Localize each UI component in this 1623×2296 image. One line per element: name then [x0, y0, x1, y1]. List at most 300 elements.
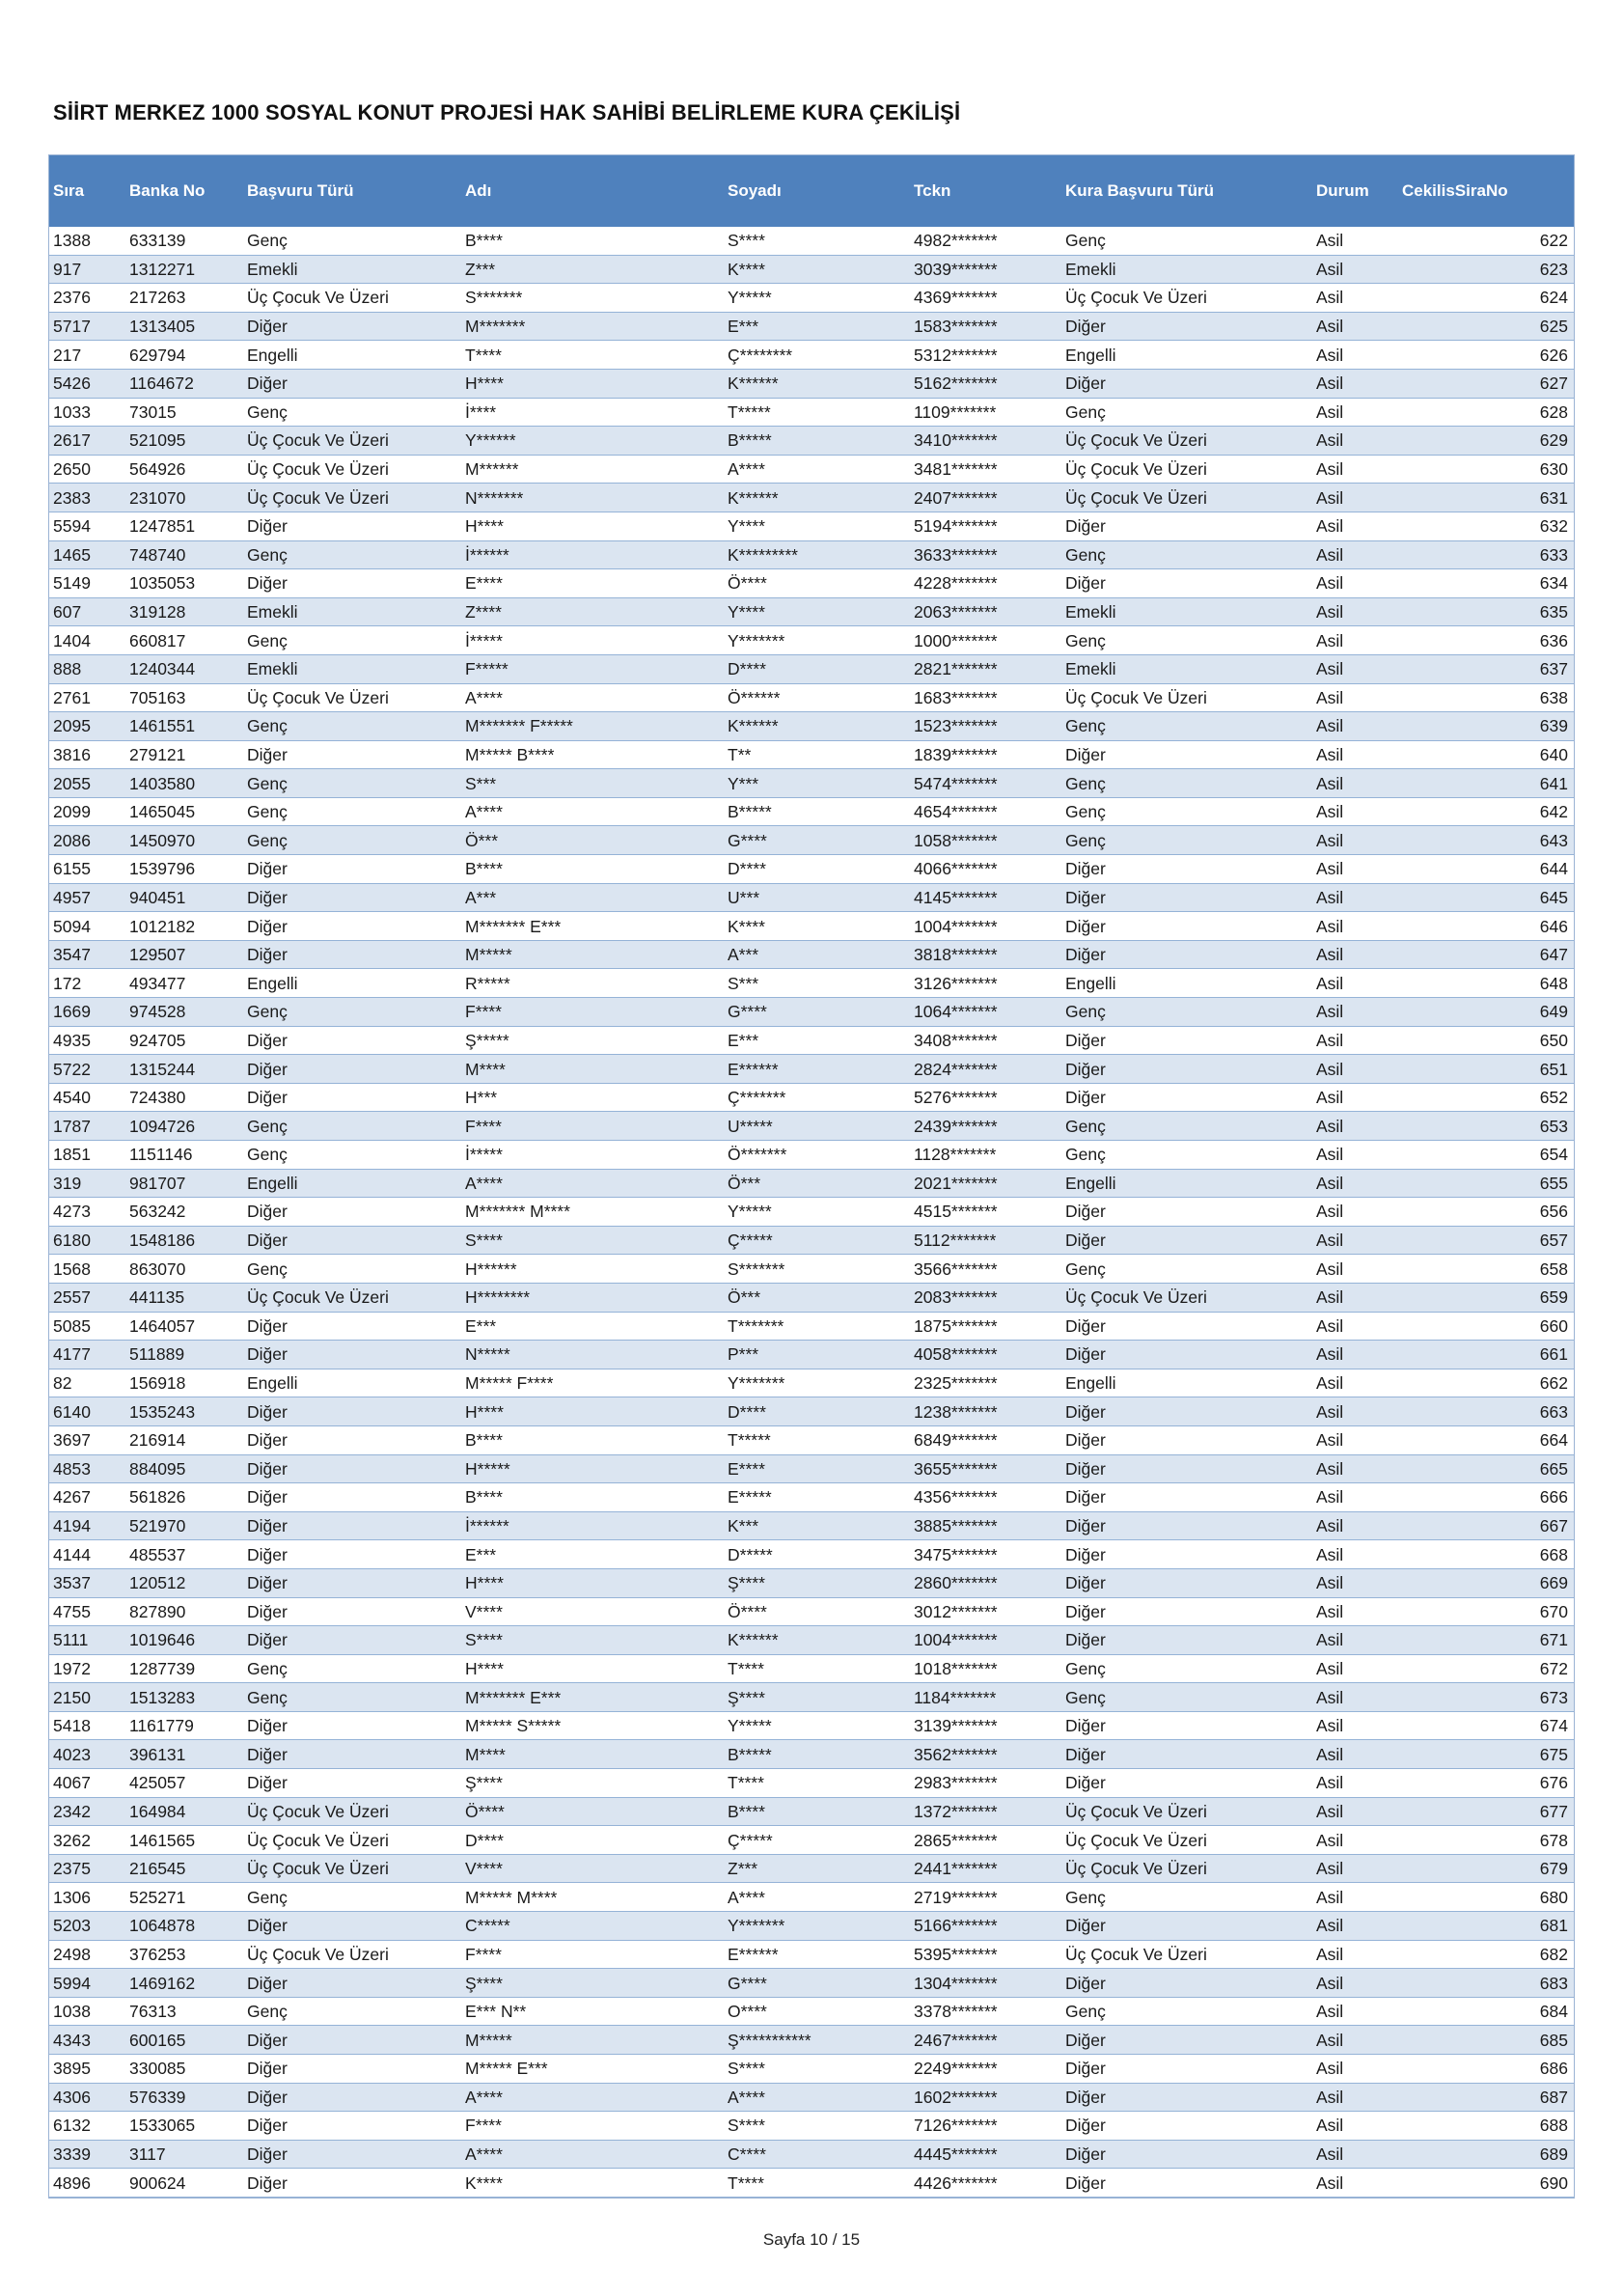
table-row — [49, 2112, 1574, 2141]
table-row — [49, 912, 1574, 941]
table-row — [49, 2026, 1574, 2055]
cell-sira: 3816 — [49, 740, 125, 769]
cell-tckn: 1004******* — [910, 1626, 1061, 1655]
cell-sira: 4023 — [49, 1740, 125, 1769]
cell-durum: Asil — [1312, 284, 1398, 313]
table-row — [49, 1511, 1574, 1540]
cell-cekilis-sira-no: 689 — [1398, 2140, 1574, 2169]
cell-soyadi: Z*** — [724, 1854, 910, 1883]
cell-tckn: 4058******* — [910, 1341, 1061, 1369]
cell-cekilis-sira-no: 650 — [1398, 1026, 1574, 1055]
cell-kura-basvuru-turu: Genç — [1061, 998, 1312, 1027]
cell-durum: Asil — [1312, 569, 1398, 598]
column-header: Soyadı — [724, 155, 910, 227]
cell-sira: 4144 — [49, 1540, 125, 1569]
cell-adi: H**** — [461, 1568, 724, 1597]
cell-kura-basvuru-turu: Diğer — [1061, 740, 1312, 769]
cell-tckn: 1602******* — [910, 2083, 1061, 2112]
cell-soyadi: A**** — [724, 2083, 910, 2112]
cell-tckn: 5276******* — [910, 1083, 1061, 1112]
cell-cekilis-sira-no: 639 — [1398, 712, 1574, 741]
cell-banka-no: 156918 — [125, 1369, 243, 1397]
cell-banka-no: 863070 — [125, 1255, 243, 1284]
cell-adi: S******* — [461, 284, 724, 313]
cell-banka-no: 724380 — [125, 1083, 243, 1112]
table-row — [49, 2140, 1574, 2169]
cell-basvuru-turu: Diğer — [243, 1511, 461, 1540]
cell-adi: M******* — [461, 312, 724, 341]
cell-banka-no: 1548186 — [125, 1226, 243, 1255]
cell-kura-basvuru-turu: Genç — [1061, 398, 1312, 427]
cell-durum: Asil — [1312, 769, 1398, 798]
cell-kura-basvuru-turu: Genç — [1061, 1883, 1312, 1912]
cell-basvuru-turu: Genç — [243, 398, 461, 427]
cell-sira: 319 — [49, 1169, 125, 1198]
cell-durum: Asil — [1312, 1540, 1398, 1569]
cell-cekilis-sira-no: 657 — [1398, 1226, 1574, 1255]
cell-basvuru-turu: Diğer — [243, 1312, 461, 1341]
cell-adi: V**** — [461, 1597, 724, 1626]
cell-banka-no: 525271 — [125, 1883, 243, 1912]
table-row — [49, 427, 1574, 456]
cell-cekilis-sira-no: 673 — [1398, 1683, 1574, 1712]
cell-durum: Asil — [1312, 1597, 1398, 1626]
cell-durum: Asil — [1312, 1026, 1398, 1055]
cell-sira: 2095 — [49, 712, 125, 741]
cell-sira: 1033 — [49, 398, 125, 427]
cell-tckn: 5194******* — [910, 512, 1061, 540]
cell-tckn: 5162******* — [910, 369, 1061, 398]
cell-adi: M******* F***** — [461, 712, 724, 741]
table-row — [49, 969, 1574, 998]
cell-cekilis-sira-no: 640 — [1398, 740, 1574, 769]
cell-basvuru-turu: Genç — [243, 797, 461, 826]
cell-durum: Asil — [1312, 1511, 1398, 1540]
cell-adi: M***** M**** — [461, 1883, 724, 1912]
cell-banka-no: 425057 — [125, 1769, 243, 1798]
cell-soyadi: A**** — [724, 1883, 910, 1912]
cell-banka-no: 129507 — [125, 940, 243, 969]
cell-cekilis-sira-no: 661 — [1398, 1341, 1574, 1369]
cell-sira: 1306 — [49, 1883, 125, 1912]
cell-soyadi: U*** — [724, 883, 910, 912]
cell-cekilis-sira-no: 682 — [1398, 1940, 1574, 1969]
table-row — [49, 1169, 1574, 1198]
cell-adi: F**** — [461, 1112, 724, 1141]
cell-kura-basvuru-turu: Emekli — [1061, 654, 1312, 683]
table-row — [49, 1540, 1574, 1569]
cell-kura-basvuru-turu: Üç Çocuk Ve Üzeri — [1061, 1283, 1312, 1312]
cell-sira: 4540 — [49, 1083, 125, 1112]
cell-cekilis-sira-no: 676 — [1398, 1769, 1574, 1798]
cell-adi: M******* E*** — [461, 1683, 724, 1712]
cell-soyadi: C**** — [724, 2140, 910, 2169]
cell-basvuru-turu: Emekli — [243, 597, 461, 626]
cell-adi: İ****** — [461, 540, 724, 569]
cell-kura-basvuru-turu: Üç Çocuk Ve Üzeri — [1061, 427, 1312, 456]
cell-banka-no: 1461551 — [125, 712, 243, 741]
cell-basvuru-turu: Genç — [243, 1683, 461, 1712]
cell-adi: E*** — [461, 1312, 724, 1341]
cell-adi: D**** — [461, 1826, 724, 1855]
cell-sira: 917 — [49, 255, 125, 284]
cell-tckn: 1304******* — [910, 1969, 1061, 1998]
cell-adi: B**** — [461, 227, 724, 255]
cell-soyadi: Ö******* — [724, 1141, 910, 1170]
cell-tckn: 3410******* — [910, 427, 1061, 456]
cell-adi: A**** — [461, 2083, 724, 2112]
cell-basvuru-turu: Engelli — [243, 1369, 461, 1397]
cell-banka-no: 1469162 — [125, 1969, 243, 1998]
cell-sira: 3537 — [49, 1568, 125, 1597]
cell-kura-basvuru-turu: Üç Çocuk Ve Üzeri — [1061, 284, 1312, 313]
table-row — [49, 1141, 1574, 1170]
column-header: Durum — [1312, 155, 1398, 227]
cell-soyadi: E*** — [724, 1026, 910, 1055]
cell-tckn: 4369******* — [910, 284, 1061, 313]
cell-tckn: 1583******* — [910, 312, 1061, 341]
cell-durum: Asil — [1312, 1425, 1398, 1454]
cell-kura-basvuru-turu: Üç Çocuk Ve Üzeri — [1061, 1940, 1312, 1969]
cell-sira: 888 — [49, 654, 125, 683]
cell-durum: Asil — [1312, 1711, 1398, 1740]
cell-soyadi: Ç******** — [724, 341, 910, 370]
cell-durum: Asil — [1312, 1397, 1398, 1426]
cell-basvuru-turu: Diğer — [243, 1969, 461, 1998]
cell-durum: Asil — [1312, 912, 1398, 941]
cell-durum: Asil — [1312, 597, 1398, 626]
cell-tckn: 1004******* — [910, 912, 1061, 941]
cell-adi: A**** — [461, 2140, 724, 2169]
cell-tckn: 1064******* — [910, 998, 1061, 1027]
cell-cekilis-sira-no: 680 — [1398, 1883, 1574, 1912]
cell-banka-no: 396131 — [125, 1740, 243, 1769]
table-row — [49, 1483, 1574, 1512]
cell-soyadi: Ö*** — [724, 1283, 910, 1312]
cell-kura-basvuru-turu: Engelli — [1061, 969, 1312, 998]
cell-adi: H******** — [461, 1283, 724, 1312]
cell-tckn: 2083******* — [910, 1283, 1061, 1312]
cell-durum: Asil — [1312, 455, 1398, 484]
cell-sira: 5111 — [49, 1626, 125, 1655]
cell-sira: 4273 — [49, 1198, 125, 1227]
cell-banka-no: 1465045 — [125, 797, 243, 826]
cell-banka-no: 319128 — [125, 597, 243, 626]
cell-kura-basvuru-turu: Engelli — [1061, 1169, 1312, 1198]
cell-sira: 6140 — [49, 1397, 125, 1426]
cell-tckn: 2824******* — [910, 1055, 1061, 1084]
table-body — [49, 227, 1574, 2197]
cell-kura-basvuru-turu: Diğer — [1061, 1483, 1312, 1512]
cell-banka-no: 924705 — [125, 1026, 243, 1055]
cell-banka-no: 1535243 — [125, 1397, 243, 1426]
cell-basvuru-turu: Diğer — [243, 1483, 461, 1512]
cell-cekilis-sira-no: 622 — [1398, 227, 1574, 255]
cell-adi: Ö**** — [461, 1797, 724, 1826]
cell-basvuru-turu: Diğer — [243, 2169, 461, 2198]
cell-durum: Asil — [1312, 1255, 1398, 1284]
cell-adi: Y****** — [461, 427, 724, 456]
cell-tckn: 1018******* — [910, 1654, 1061, 1683]
cell-basvuru-turu: Diğer — [243, 1740, 461, 1769]
cell-sira: 6132 — [49, 2112, 125, 2141]
cell-cekilis-sira-no: 683 — [1398, 1969, 1574, 1998]
table-row — [49, 1026, 1574, 1055]
cell-sira: 3339 — [49, 2140, 125, 2169]
cell-basvuru-turu: Diğer — [243, 2026, 461, 2055]
table-row — [49, 1740, 1574, 1769]
cell-kura-basvuru-turu: Diğer — [1061, 2112, 1312, 2141]
cell-durum: Asil — [1312, 2083, 1398, 2112]
cell-cekilis-sira-no: 684 — [1398, 1997, 1574, 2026]
cell-basvuru-turu: Diğer — [243, 855, 461, 884]
cell-tckn: 3039******* — [910, 255, 1061, 284]
cell-banka-no: 600165 — [125, 2026, 243, 2055]
table-row — [49, 284, 1574, 313]
cell-soyadi: T**** — [724, 1654, 910, 1683]
cell-soyadi: Y*** — [724, 769, 910, 798]
cell-banka-no: 748740 — [125, 540, 243, 569]
cell-soyadi: T**** — [724, 1769, 910, 1798]
cell-banka-no: 376253 — [125, 1940, 243, 1969]
table-row — [49, 1283, 1574, 1312]
cell-adi: A**** — [461, 797, 724, 826]
cell-durum: Asil — [1312, 2026, 1398, 2055]
cell-banka-no: 216914 — [125, 1425, 243, 1454]
cell-sira: 6155 — [49, 855, 125, 884]
cell-adi: M**** — [461, 1055, 724, 1084]
table-row — [49, 1198, 1574, 1227]
cell-cekilis-sira-no: 654 — [1398, 1141, 1574, 1170]
cell-durum: Asil — [1312, 1055, 1398, 1084]
cell-tckn: 1000******* — [910, 626, 1061, 655]
cell-basvuru-turu: Üç Çocuk Ve Üzeri — [243, 284, 461, 313]
cell-sira: 5722 — [49, 1055, 125, 1084]
cell-basvuru-turu: Genç — [243, 1112, 461, 1141]
table-row — [49, 855, 1574, 884]
cell-banka-no: 441135 — [125, 1283, 243, 1312]
cell-banka-no: 73015 — [125, 398, 243, 427]
cell-soyadi: S*** — [724, 969, 910, 998]
table-row — [49, 1312, 1574, 1341]
cell-kura-basvuru-turu: Diğer — [1061, 2140, 1312, 2169]
cell-kura-basvuru-turu: Diğer — [1061, 883, 1312, 912]
cell-kura-basvuru-turu: Emekli — [1061, 597, 1312, 626]
cell-cekilis-sira-no: 647 — [1398, 940, 1574, 969]
cell-durum: Asil — [1312, 1769, 1398, 1798]
cell-soyadi: Ş**** — [724, 1568, 910, 1597]
cell-soyadi: S**** — [724, 227, 910, 255]
cell-soyadi: Ö**** — [724, 569, 910, 598]
cell-tckn: 1839******* — [910, 740, 1061, 769]
cell-durum: Asil — [1312, 1369, 1398, 1397]
cell-adi: E*** — [461, 1540, 724, 1569]
cell-tckn: 1184******* — [910, 1683, 1061, 1712]
cell-sira: 2150 — [49, 1683, 125, 1712]
cell-basvuru-turu: Diğer — [243, 2083, 461, 2112]
cell-sira: 5203 — [49, 1912, 125, 1941]
cell-adi: F**** — [461, 1940, 724, 1969]
cell-banka-no: 1164672 — [125, 369, 243, 398]
cell-sira: 5594 — [49, 512, 125, 540]
cell-cekilis-sira-no: 638 — [1398, 683, 1574, 712]
cell-basvuru-turu: Diğer — [243, 1425, 461, 1454]
cell-kura-basvuru-turu: Üç Çocuk Ve Üzeri — [1061, 484, 1312, 512]
cell-banka-no: 629794 — [125, 341, 243, 370]
cell-cekilis-sira-no: 627 — [1398, 369, 1574, 398]
column-header: Banka No — [125, 155, 243, 227]
cell-basvuru-turu: Diğer — [243, 1341, 461, 1369]
cell-basvuru-turu: Üç Çocuk Ve Üzeri — [243, 484, 461, 512]
cell-kura-basvuru-turu: Genç — [1061, 227, 1312, 255]
cell-cekilis-sira-no: 653 — [1398, 1112, 1574, 1141]
cell-banka-no: 1461565 — [125, 1826, 243, 1855]
cell-cekilis-sira-no: 651 — [1398, 1055, 1574, 1084]
cell-tckn: 3655******* — [910, 1454, 1061, 1483]
cell-tckn: 2441******* — [910, 1854, 1061, 1883]
cell-durum: Asil — [1312, 1169, 1398, 1198]
cell-cekilis-sira-no: 669 — [1398, 1568, 1574, 1597]
cell-kura-basvuru-turu: Üç Çocuk Ve Üzeri — [1061, 683, 1312, 712]
cell-durum: Asil — [1312, 255, 1398, 284]
cell-kura-basvuru-turu: Diğer — [1061, 855, 1312, 884]
cell-basvuru-turu: Diğer — [243, 1568, 461, 1597]
cell-durum: Asil — [1312, 1797, 1398, 1826]
table-row — [49, 712, 1574, 741]
cell-adi: E**** — [461, 569, 724, 598]
table-row — [49, 1626, 1574, 1655]
table-row — [49, 2055, 1574, 2084]
cell-tckn: 2860******* — [910, 1568, 1061, 1597]
cell-kura-basvuru-turu: Üç Çocuk Ve Üzeri — [1061, 455, 1312, 484]
cell-kura-basvuru-turu: Üç Çocuk Ve Üzeri — [1061, 1854, 1312, 1883]
cell-kura-basvuru-turu: Genç — [1061, 1255, 1312, 1284]
cell-basvuru-turu: Diğer — [243, 369, 461, 398]
cell-adi: B**** — [461, 1425, 724, 1454]
cell-banka-no: 1019646 — [125, 1626, 243, 1655]
cell-sira: 4957 — [49, 883, 125, 912]
table-row — [49, 1683, 1574, 1712]
cell-tckn: 2407******* — [910, 484, 1061, 512]
cell-sira: 4935 — [49, 1026, 125, 1055]
cell-kura-basvuru-turu: Diğer — [1061, 1026, 1312, 1055]
cell-banka-no: 485537 — [125, 1540, 243, 1569]
cell-cekilis-sira-no: 632 — [1398, 512, 1574, 540]
cell-sira: 2099 — [49, 797, 125, 826]
cell-cekilis-sira-no: 690 — [1398, 2169, 1574, 2198]
cell-basvuru-turu: Engelli — [243, 341, 461, 370]
column-header: Sıra — [49, 155, 125, 227]
table-row — [49, 398, 1574, 427]
cell-banka-no: 633139 — [125, 227, 243, 255]
cell-durum: Asil — [1312, 998, 1398, 1027]
cell-soyadi: S******* — [724, 1255, 910, 1284]
cell-soyadi: Y**** — [724, 597, 910, 626]
cell-kura-basvuru-turu: Diğer — [1061, 1740, 1312, 1769]
cell-kura-basvuru-turu: Diğer — [1061, 1597, 1312, 1626]
cell-adi: F**** — [461, 998, 724, 1027]
cell-kura-basvuru-turu: Diğer — [1061, 1568, 1312, 1597]
cell-banka-no: 1403580 — [125, 769, 243, 798]
cell-cekilis-sira-no: 636 — [1398, 626, 1574, 655]
cell-adi: A*** — [461, 883, 724, 912]
cell-cekilis-sira-no: 630 — [1398, 455, 1574, 484]
cell-soyadi: Ö**** — [724, 1597, 910, 1626]
table-row — [49, 769, 1574, 798]
cell-cekilis-sira-no: 645 — [1398, 883, 1574, 912]
cell-durum: Asil — [1312, 484, 1398, 512]
cell-soyadi: B***** — [724, 427, 910, 456]
cell-banka-no: 1161779 — [125, 1711, 243, 1740]
cell-kura-basvuru-turu: Üç Çocuk Ve Üzeri — [1061, 1797, 1312, 1826]
cell-tckn: 2719******* — [910, 1883, 1061, 1912]
cell-durum: Asil — [1312, 369, 1398, 398]
cell-soyadi: B**** — [724, 1797, 910, 1826]
cell-banka-no: 1464057 — [125, 1312, 243, 1341]
cell-durum: Asil — [1312, 540, 1398, 569]
cell-kura-basvuru-turu: Diğer — [1061, 569, 1312, 598]
cell-banka-no: 884095 — [125, 1454, 243, 1483]
cell-tckn: 1109******* — [910, 398, 1061, 427]
cell-soyadi: T***** — [724, 398, 910, 427]
cell-cekilis-sira-no: 688 — [1398, 2112, 1574, 2141]
cell-tckn: 4426******* — [910, 2169, 1061, 2198]
cell-tckn: 1058******* — [910, 826, 1061, 855]
cell-cekilis-sira-no: 668 — [1398, 1540, 1574, 1569]
cell-adi: M******* E*** — [461, 912, 724, 941]
cell-durum: Asil — [1312, 740, 1398, 769]
cell-basvuru-turu: Diğer — [243, 1055, 461, 1084]
cell-durum: Asil — [1312, 883, 1398, 912]
cell-basvuru-turu: Diğer — [243, 512, 461, 540]
cell-sira: 2761 — [49, 683, 125, 712]
cell-kura-basvuru-turu: Diğer — [1061, 2083, 1312, 2112]
cell-tckn: 2467******* — [910, 2026, 1061, 2055]
cell-soyadi: T***** — [724, 1425, 910, 1454]
cell-durum: Asil — [1312, 654, 1398, 683]
cell-sira: 2342 — [49, 1797, 125, 1826]
cell-soyadi: D**** — [724, 1397, 910, 1426]
column-header: Başvuru Türü — [243, 155, 461, 227]
cell-kura-basvuru-turu: Diğer — [1061, 1341, 1312, 1369]
cell-kura-basvuru-turu: Diğer — [1061, 1540, 1312, 1569]
cell-basvuru-turu: Diğer — [243, 1026, 461, 1055]
cell-banka-no: 1035053 — [125, 569, 243, 598]
cell-basvuru-turu: Üç Çocuk Ve Üzeri — [243, 427, 461, 456]
cell-kura-basvuru-turu: Genç — [1061, 1997, 1312, 2026]
cell-durum: Asil — [1312, 1341, 1398, 1369]
cell-basvuru-turu: Emekli — [243, 654, 461, 683]
cell-cekilis-sira-no: 628 — [1398, 398, 1574, 427]
cell-sira: 1851 — [49, 1141, 125, 1170]
cell-cekilis-sira-no: 658 — [1398, 1255, 1574, 1284]
cell-sira: 4306 — [49, 2083, 125, 2112]
table-row — [49, 1568, 1574, 1597]
cell-kura-basvuru-turu: Diğer — [1061, 1969, 1312, 1998]
cell-soyadi: Y******* — [724, 626, 910, 655]
cell-adi: R***** — [461, 969, 724, 998]
cell-basvuru-turu: Diğer — [243, 2055, 461, 2084]
cell-kura-basvuru-turu: Genç — [1061, 826, 1312, 855]
cell-durum: Asil — [1312, 512, 1398, 540]
cell-tckn: 3378******* — [910, 1997, 1061, 2026]
table-row — [49, 597, 1574, 626]
cell-sira: 2650 — [49, 455, 125, 484]
table-row — [49, 312, 1574, 341]
cell-soyadi: Ş*********** — [724, 2026, 910, 2055]
cell-cekilis-sira-no: 629 — [1398, 427, 1574, 456]
cell-soyadi: S**** — [724, 2112, 910, 2141]
